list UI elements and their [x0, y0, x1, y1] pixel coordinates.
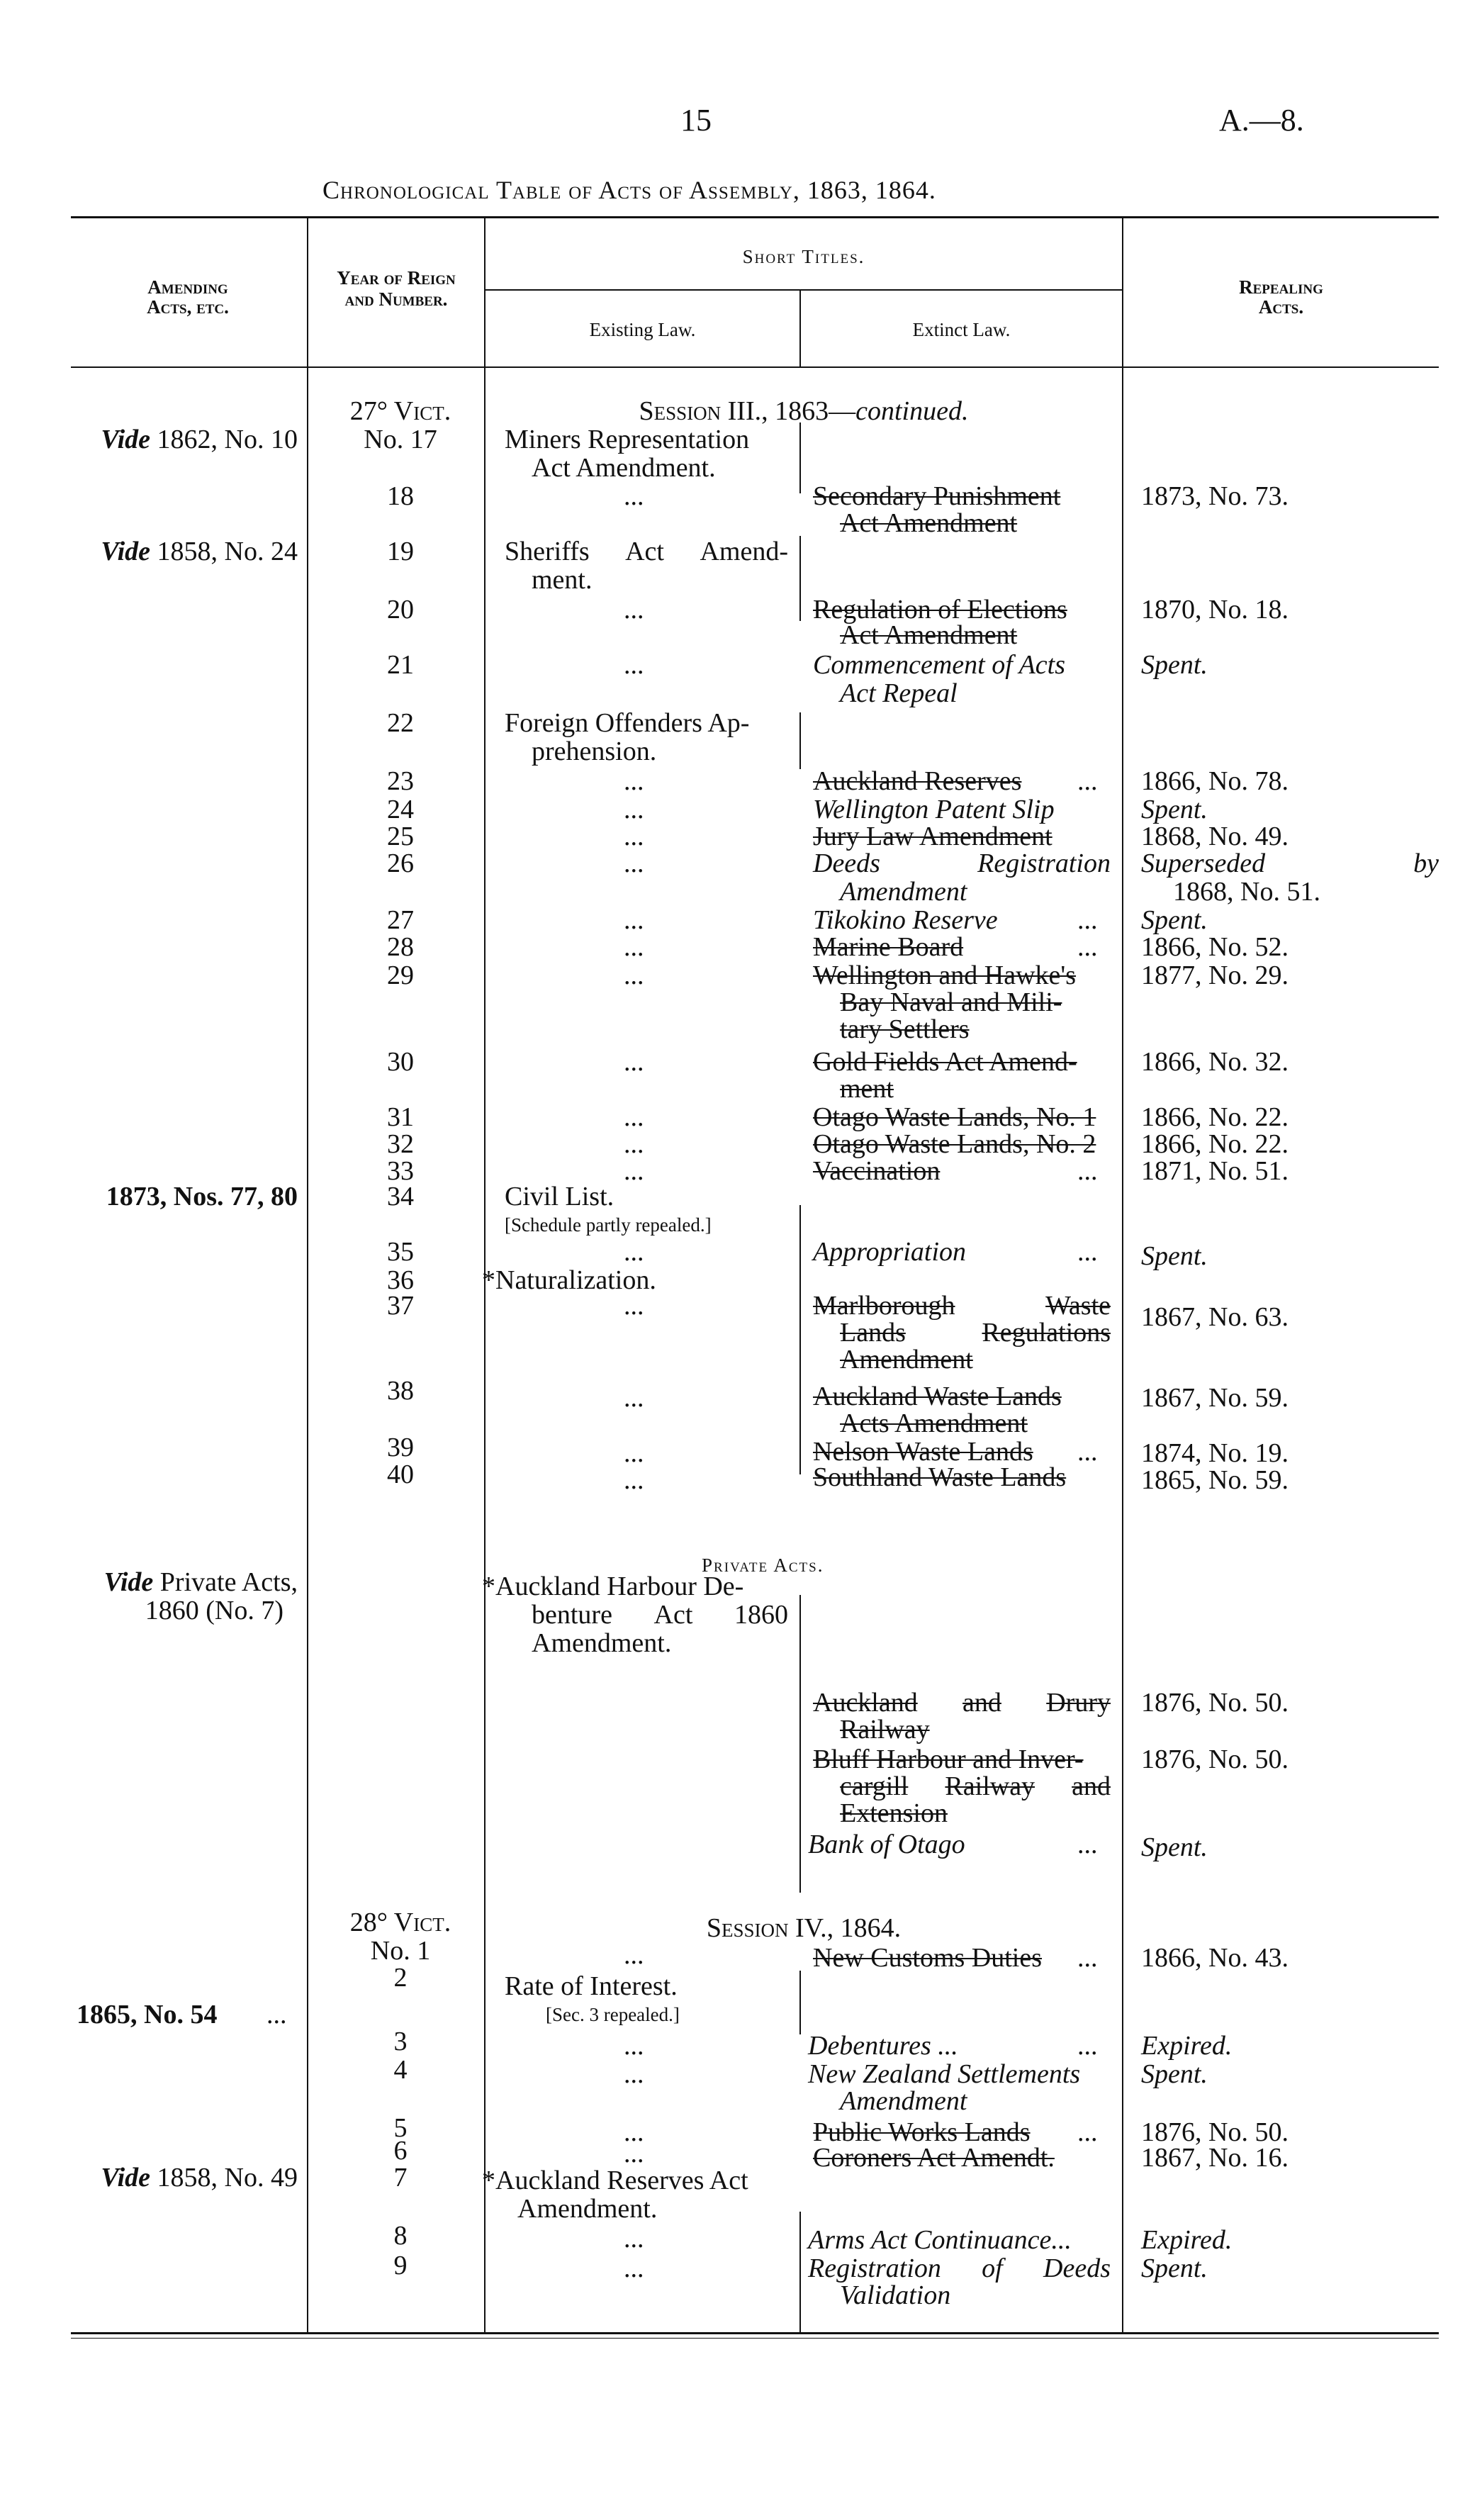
table-row-21-repeal: Spent. [1141, 650, 1208, 680]
amending-ref: 1858, No. 49 [150, 2163, 298, 2193]
table-row-33-dots: ... [1077, 1156, 1098, 1186]
table-row-24-existing: ... [624, 795, 644, 824]
table-row-26-repeal-1 [1141, 849, 1439, 878]
s4-row-1-number: No. 1 [370, 1936, 431, 1966]
s4-row-4-existing: ... [624, 2059, 644, 2089]
s4-row-3-repeal: Expired. [1141, 2031, 1233, 2061]
s4-row-8-existing: ... [624, 2224, 644, 2253]
private-row-3-repeal: Spent. [1141, 1832, 1208, 1862]
s4-row-6-repeal: 1867, No. 16. [1141, 2143, 1289, 2173]
word: Lands [840, 1318, 906, 1348]
table-row-38-repeal: 1867, No. 59. [1141, 1383, 1289, 1413]
table-row-40-extinct: Southland Waste Lands [813, 1462, 1067, 1492]
word: Marlborough [813, 1291, 955, 1321]
table-row-37-extinct-1 [813, 1292, 1111, 1320]
table-row-29-number: 29 [387, 961, 414, 990]
word: Regulations [982, 1318, 1111, 1348]
table-row-27-number: 27 [387, 905, 414, 935]
private-amending-2: 1860 (No. 7) [145, 1596, 284, 1625]
col-header-existing: Existing Law. [589, 319, 696, 340]
s4-row-6-number: 6 [393, 2136, 408, 2166]
table-row-35-extinct: Appropriation [813, 1237, 967, 1267]
session4-heading-b: 1864. [840, 1913, 902, 1943]
table-row-31-number: 31 [387, 1102, 414, 1132]
table-row-38-extinct-1: Auckland Waste Lands [813, 1382, 1062, 1411]
private-row-2-extinct-1: Bluff Harbour and Inver- [813, 1745, 1084, 1774]
table-row-37-extinct-3: Amendment [840, 1345, 973, 1374]
table-row-37-repeal: 1867, No. 63. [1141, 1302, 1289, 1332]
column-rule-4 [1122, 218, 1123, 2332]
table-row-20-extinct-2: Act Amendment [840, 620, 1018, 650]
table-bottom-rule-2 [71, 2338, 1439, 2339]
private-row-2-extinct-3: Extension [840, 1798, 948, 1828]
table-row-35-existing: ... [624, 1237, 644, 1267]
col-header-amending-2: Acts, etc. [147, 296, 229, 318]
table-row-24-number: 24 [387, 795, 414, 824]
table-row-21-existing: ... [624, 650, 644, 680]
word: Waste [1045, 1291, 1111, 1321]
private-row-1-extinct-1 [813, 1689, 1111, 1717]
word: Act [625, 537, 664, 566]
table-row-19-existing-1 [505, 537, 788, 566]
word: by [1413, 849, 1439, 878]
divider-seg-3 [799, 712, 801, 769]
s4-row-9-extinct-1 [808, 2254, 1111, 2283]
word: Deeds [813, 849, 880, 878]
session4-heading-a: Session IV., [706, 1913, 834, 1943]
private-row-3-dots: ... [1077, 1830, 1098, 1859]
table-row-20-repeal: 1870, No. 18. [1141, 595, 1289, 625]
session3-reign: 27° Vict. [349, 396, 451, 426]
table-row-34-number: 34 [387, 1182, 414, 1211]
table-row-24-extinct: Wellington Patent Slip [813, 795, 1055, 824]
amending-ref: 1862, No. 10 [150, 425, 298, 454]
word: Railway [945, 1771, 1035, 1801]
col-header-extinct: Extinct Law. [912, 319, 1011, 340]
table-row-39-existing: ... [624, 1438, 644, 1468]
divider-seg-2 [799, 536, 801, 621]
table-row-25-number: 25 [387, 822, 414, 851]
table-row-28-existing: ... [624, 932, 644, 962]
s4-row-1-existing: ... [624, 1940, 644, 1970]
table-row-26-existing: ... [624, 849, 644, 878]
table-row-35-number: 35 [387, 1237, 414, 1267]
private-row-1-extinct-2: Railway [840, 1715, 930, 1745]
table-top-rule [71, 216, 1439, 218]
s4-row-1-extinct: New Customs Duties [813, 1943, 1042, 1973]
table-row-21-extinct-2: Act Repeal [840, 678, 958, 708]
page-number: 15 [680, 103, 712, 138]
table-row-33-existing: ... [624, 1156, 644, 1186]
s4-row-7-existing-1: *Auckland Reserves Act [482, 2166, 748, 2195]
private-amending-1 [71, 1568, 298, 1596]
s4-row-8-extinct: Arms Act Continuance... [808, 2225, 1072, 2255]
table-row-38-extinct-2: Acts Amendment [840, 1409, 1028, 1438]
table-row-32-number: 32 [387, 1129, 414, 1159]
s4-row-6-existing: ... [624, 2139, 644, 2168]
table-row-18-number: 18 [387, 481, 414, 511]
table-row-23-extinct: Auckland Reserves [813, 766, 1022, 796]
table-row-29-extinct-3: tary Settlers [840, 1014, 970, 1044]
col-header-repealing-1: Repealing [1239, 276, 1323, 298]
word: Sheriffs [505, 537, 590, 566]
table-row-17-amending [71, 425, 298, 454]
table-row-30-existing: ... [624, 1047, 644, 1077]
table-row-40-repeal: 1865, No. 59. [1141, 1465, 1289, 1495]
table-row-34-existing-1: Civil List. [505, 1182, 614, 1211]
word: of [982, 2253, 1003, 2283]
document-reference: A.—8. [1219, 103, 1304, 138]
table-row-19-amending [71, 537, 298, 566]
table-row-39-repeal: 1874, No. 19. [1141, 1438, 1289, 1468]
word: and [1072, 1771, 1111, 1801]
table-row-29-existing: ... [624, 961, 644, 990]
table-row-34-amending: 1873, Nos. 77, 80 [106, 1182, 298, 1211]
table-title: Chronological Table of Acts of Assembly, 1863, 1864. [322, 176, 936, 204]
s4-row-2-amending-dots: ... [266, 2000, 287, 2029]
table-row-30-extinct-2: ment [840, 1074, 894, 1104]
table-row-18-repeal: 1873, No. 73. [1141, 481, 1289, 511]
table-row-27-dots: ... [1077, 905, 1098, 935]
s4-row-1-dots: ... [1077, 1943, 1098, 1973]
table-row-32-repeal: 1866, No. 22. [1141, 1129, 1289, 1159]
amending-ref: Private Acts, [153, 1567, 298, 1597]
s4-row-3-number: 3 [393, 2027, 408, 2056]
table-row-38-existing: ... [624, 1383, 644, 1413]
table-row-40-number: 40 [387, 1460, 414, 1489]
table-row-23-number: 23 [387, 766, 414, 796]
table-row-38-number: 38 [387, 1376, 414, 1406]
header-bottom-rule [71, 366, 1439, 368]
s4-row-5-dots: ... [1077, 2117, 1098, 2147]
s4-row-5-existing: ... [624, 2117, 644, 2147]
table-row-31-existing: ... [624, 1102, 644, 1132]
table-row-25-existing: ... [624, 822, 644, 851]
private-row-3-extinct: Bank of Otago [808, 1830, 965, 1859]
table-row-18-extinct-1: Secondary Punishment [813, 481, 1061, 511]
s4-row-4-extinct-2: Amendment [840, 2086, 967, 2116]
amending-ref: 1858, No. 24 [150, 537, 298, 566]
table-row-17-existing-1: Miners Representation [505, 425, 750, 454]
table-row-37-extinct-2 [840, 1318, 1111, 1347]
word: 1860 [734, 1600, 788, 1630]
word: and [962, 1688, 1001, 1718]
word: Deeds [1043, 2253, 1111, 2283]
s4-row-2-number: 2 [393, 1963, 408, 1993]
table-row-25-repeal: 1868, No. 49. [1141, 822, 1289, 851]
private-row-2-repeal: 1876, No. 50. [1141, 1745, 1289, 1774]
s4-row-3-dots: ... [1077, 2031, 1098, 2061]
table-row-20-existing: ... [624, 595, 644, 625]
divider-seg-6 [799, 1971, 801, 2034]
table-row-30-number: 30 [387, 1047, 414, 1077]
table-row-24-repeal: Spent. [1141, 795, 1208, 824]
table-row-26-extinct-2: Amendment [840, 877, 967, 907]
session3-heading-b: 1863— [775, 396, 856, 426]
table-row-31-repeal: 1866, No. 22. [1141, 1102, 1289, 1132]
s4-row-1-repeal: 1866, No. 43. [1141, 1943, 1289, 1973]
table-row-26-repeal-2: 1868, No. 51. [1173, 877, 1320, 907]
table-bottom-rule [71, 2332, 1439, 2334]
table-row-19-existing-2: ment. [532, 565, 593, 595]
table-row-39-dots: ... [1077, 1437, 1098, 1467]
table-row-22-existing-2: prehension. [532, 737, 657, 766]
divider-seg-4 [799, 1205, 801, 1474]
session3-heading [485, 397, 1122, 425]
s4-row-4-repeal: Spent. [1141, 2059, 1208, 2089]
s4-row-2-existing-2: [Sec. 3 repealed.] [546, 2004, 680, 2025]
table-row-27-extinct: Tikokino Reserve [813, 905, 998, 935]
s4-row-5-number: 5 [393, 2113, 408, 2143]
table-row-29-extinct-1: Wellington and Hawke's [813, 961, 1077, 990]
divider-seg-1 [799, 422, 801, 493]
column-rule-1 [307, 218, 308, 2332]
s4-row-7-number: 7 [393, 2163, 408, 2193]
table-row-31-extinct: Otago Waste Lands, No. 1 [813, 1102, 1096, 1132]
table-row-22-number: 22 [387, 708, 414, 738]
table-row-32-extinct: Otago Waste Lands, No. 2 [813, 1129, 1096, 1159]
table-row-40-existing: ... [624, 1465, 644, 1495]
s4-row-4-extinct-1: New Zealand Settlements [808, 2059, 1081, 2089]
table-row-32-existing: ... [624, 1129, 644, 1159]
s4-row-2-existing-1: Rate of Interest. [505, 1971, 678, 2001]
table-row-19-number: 19 [387, 537, 414, 566]
s4-row-4-number: 4 [393, 2055, 408, 2085]
table-row-23-repeal: 1866, No. 78. [1141, 766, 1289, 796]
s4-row-6-extinct: Coroners Act Amendt. [813, 2143, 1055, 2173]
word: Auckland [813, 1688, 918, 1718]
table-row-28-number: 28 [387, 932, 414, 962]
table-row-17-existing-2: Act Amendment. [532, 453, 716, 483]
word: cargill [840, 1771, 909, 1801]
table-row-33-extinct: Vaccination [813, 1156, 941, 1186]
table-row-30-repeal: 1866, No. 32. [1141, 1047, 1289, 1077]
table-row-26-number: 26 [387, 849, 414, 878]
word: Registration [808, 2253, 941, 2283]
s4-row-3-extinct: Debentures ... [808, 2031, 958, 2061]
table-row-20-extinct-1: Regulation of Elections [813, 595, 1067, 625]
table-row-21-number: 21 [387, 650, 414, 680]
table-row-20-number: 20 [387, 595, 414, 625]
s4-row-9-extinct-2: Validation [840, 2280, 951, 2310]
table-row-30-extinct-1: Gold Fields Act Amend- [813, 1047, 1077, 1077]
session4-heading [485, 1914, 1122, 1942]
col-header-amending-1: Amending [147, 276, 228, 298]
private-row-1-repeal: 1876, No. 50. [1141, 1688, 1289, 1718]
word: Superseded [1141, 849, 1266, 878]
word: Drury [1046, 1688, 1111, 1718]
word: Amend- [700, 537, 788, 566]
table-row-28-repeal: 1866, No. 52. [1141, 932, 1289, 962]
word: Act [653, 1600, 693, 1630]
table-row-23-existing: ... [624, 766, 644, 796]
table-row-26-extinct-1 [813, 849, 1111, 878]
table-row-34-existing-2: [Schedule partly repealed.] [505, 1214, 712, 1236]
private-existing-1: *Auckland Harbour De- [482, 1572, 744, 1601]
table-row-35-repeal: Spent. [1141, 1241, 1208, 1271]
s4-row-8-repeal: Expired. [1141, 2225, 1233, 2255]
s4-row-7-amending [71, 2163, 298, 2192]
table-row-27-existing: ... [624, 905, 644, 935]
table-row-23-dots: ... [1077, 766, 1098, 796]
word: Registration [977, 849, 1111, 878]
private-existing-3: Amendment. [532, 1628, 672, 1658]
vide-label: Vide [101, 537, 151, 566]
vide-label: Vide [101, 425, 151, 454]
s4-row-9-repeal: Spent. [1141, 2253, 1208, 2283]
table-row-18-extinct-2: Act Amendment [840, 508, 1018, 538]
table-row-18-existing: ... [624, 481, 644, 511]
table-row-17-number: No. 17 [364, 425, 437, 454]
s4-row-5-extinct: Public Works Lands [813, 2117, 1031, 2147]
table-row-22-existing-1: Foreign Offenders Ap- [505, 708, 750, 738]
table-row-25-extinct: Jury Law Amendment [813, 822, 1053, 851]
table-row-28-extinct: Marine Board [813, 932, 964, 962]
session4-reign: 28° Vict. [349, 1908, 451, 1937]
s4-row-5-repeal: 1876, No. 50. [1141, 2117, 1289, 2147]
divider-seg-5 [799, 1595, 801, 1893]
vide-label: Vide [101, 2163, 151, 2193]
col-header-short-titles: Short Titles. [742, 246, 865, 267]
col-header-year-2: and Number. [344, 289, 448, 310]
col-header-year-1: Year of Reign [337, 267, 456, 289]
s4-row-7-existing-2: Amendment. [517, 2194, 658, 2224]
table-row-33-repeal: 1871, No. 51. [1141, 1156, 1289, 1186]
table-row-21-extinct-1: Commencement of Acts [813, 650, 1065, 680]
table-row-39-extinct: Nelson Waste Lands [813, 1437, 1033, 1467]
table-row-39-number: 39 [387, 1433, 414, 1462]
s4-row-2-amending: 1865, No. 54 [77, 2000, 218, 2029]
private-existing-2 [532, 1601, 788, 1629]
col-header-repealing-2: Acts. [1258, 296, 1304, 318]
table-row-36-number: 36 [387, 1265, 414, 1295]
table-row-35-dots: ... [1077, 1237, 1098, 1267]
table-row-27-repeal: Spent. [1141, 905, 1208, 935]
s4-row-3-existing: ... [624, 2031, 644, 2061]
table-row-36-existing: *Naturalization. [482, 1265, 656, 1295]
divider-seg-7 [799, 2212, 801, 2332]
table-row-37-number: 37 [387, 1291, 414, 1321]
s4-row-9-number: 9 [393, 2251, 408, 2280]
word: benture [532, 1600, 612, 1630]
session3-heading-c: continued. [855, 396, 969, 426]
s4-row-8-number: 8 [393, 2221, 408, 2251]
table-row-29-repeal: 1877, No. 29. [1141, 961, 1289, 990]
table-row-28-dots: ... [1077, 932, 1098, 962]
table-row-29-extinct-2: Bay Naval and Mili- [840, 987, 1062, 1017]
table-row-33-number: 33 [387, 1156, 414, 1186]
s4-row-9-existing: ... [624, 2253, 644, 2283]
short-titles-rule [484, 289, 1122, 291]
table-row-37-existing: ... [624, 1291, 644, 1321]
private-acts-heading: Private Acts. [702, 1555, 824, 1576]
session3-heading-a: Session III., [639, 396, 768, 426]
vide-label: Vide [103, 1567, 154, 1597]
private-row-2-extinct-2 [840, 1772, 1111, 1801]
